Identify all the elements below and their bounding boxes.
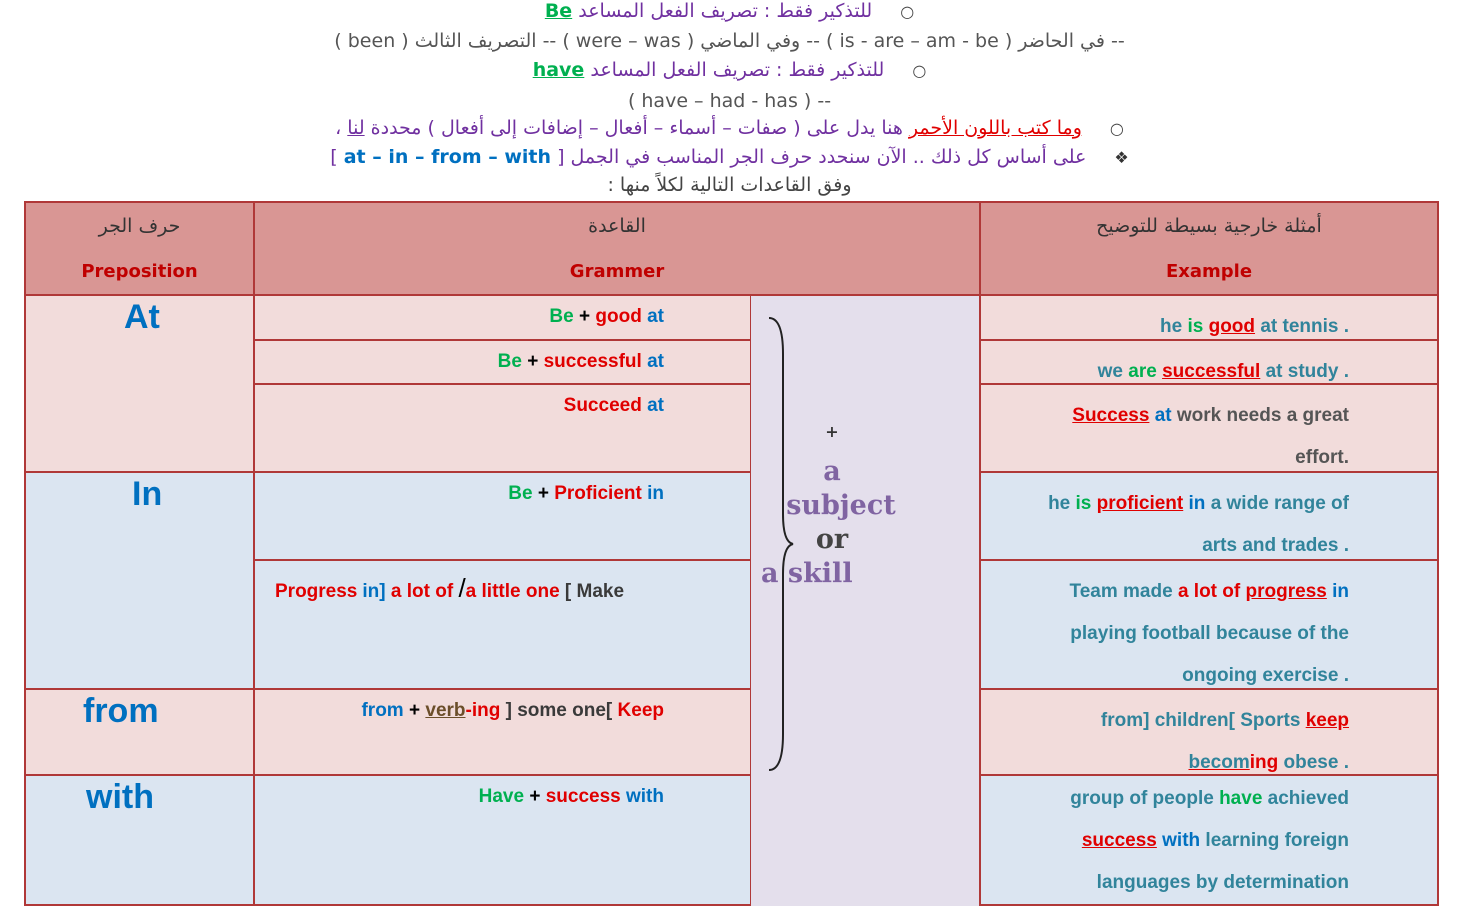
example-noun: progress xyxy=(1245,581,1327,602)
present-label: -- في الحاضر ( xyxy=(1004,30,1125,52)
rule-preposition: at xyxy=(647,351,664,372)
slash-divider: / xyxy=(458,573,466,603)
example-rest: obese . xyxy=(1283,752,1349,773)
middle-a: a xyxy=(823,456,841,487)
header-example xyxy=(979,201,1439,296)
determine-text: على أساس كل ذلك .. الآن سنحدد حرف الجر المناسب في الجمل [ xyxy=(557,146,1087,168)
example-verb-keep: keep xyxy=(1305,710,1349,731)
intro-line-3 xyxy=(0,59,1459,81)
rule-cell-2 xyxy=(253,339,752,385)
rule-5 xyxy=(275,573,624,604)
example-rest: work needs a great effort. xyxy=(1176,405,1349,468)
header-grammar-en: Grammer xyxy=(569,261,665,282)
example-rest: learning foreign languages by determination xyxy=(1096,830,1349,893)
intro-line-2 xyxy=(0,30,1459,52)
separator: ) -- xyxy=(806,30,834,52)
example-6 xyxy=(1039,700,1349,784)
example-verb: are xyxy=(1128,361,1157,382)
rule-preposition: in] xyxy=(362,581,386,602)
intro-line-5 xyxy=(0,117,1459,139)
example-cell-7 xyxy=(979,774,1439,906)
prep-cell-in xyxy=(24,471,255,690)
rule-object: ] some one[ xyxy=(505,700,613,721)
rule-be: Be xyxy=(508,483,533,504)
diamond-bullet-icon: ❖ xyxy=(1114,148,1129,167)
rule-adjective: Proficient xyxy=(554,483,642,504)
circle-bullet-icon: ○ xyxy=(900,2,915,21)
example-preposition: at xyxy=(1154,405,1172,426)
rule-cell-7 xyxy=(253,774,752,906)
rule-plus: + xyxy=(529,786,541,807)
rule-preposition: with xyxy=(626,786,664,807)
red-note: وما كتب باللون الأحمر xyxy=(908,117,1082,139)
example-adjective: successful xyxy=(1162,361,1261,382)
header-preposition xyxy=(24,201,255,296)
example-verb: achieved xyxy=(1267,788,1349,809)
example-5 xyxy=(1009,571,1349,697)
example-preposition: in xyxy=(1332,581,1349,602)
separator: ) -- xyxy=(542,30,570,52)
example-verb: is xyxy=(1187,316,1204,337)
subject-skill-cell xyxy=(750,294,981,906)
bracket-end: ] xyxy=(330,146,338,168)
prep-cell-at xyxy=(24,294,255,473)
example-subject: Team made xyxy=(1069,581,1173,602)
example-quantity: a lot of xyxy=(1177,581,1241,602)
example-preposition: in xyxy=(1188,493,1206,514)
rule-be: Be xyxy=(497,351,522,372)
intro-verb-have: have xyxy=(532,59,585,81)
rule-cell-6 xyxy=(253,688,752,776)
header-grammar-ar: القاعدة xyxy=(588,215,646,237)
prep-from: from xyxy=(83,692,159,730)
preposition-list: at – in – from – with xyxy=(343,146,552,168)
rule-plus: + xyxy=(578,306,591,327)
rule-verb: verb xyxy=(425,700,466,721)
example-4 xyxy=(1009,483,1349,567)
intro-reminder-text: للتذكير فقط : تصريف الفعل المساعد xyxy=(578,0,873,22)
example-noun: Success xyxy=(1072,405,1150,426)
header-example-en: Example xyxy=(1165,261,1253,282)
example-preposition: with xyxy=(1162,830,1201,851)
example-noun: success xyxy=(1081,830,1157,851)
rule-cell-4 xyxy=(253,471,752,561)
example-subject: he xyxy=(1048,493,1071,514)
prep-in: In xyxy=(132,475,163,513)
example-rest: at study . xyxy=(1265,361,1349,382)
middle-skill: a skill xyxy=(761,558,853,589)
note-end: ، xyxy=(335,117,342,139)
separator: ) xyxy=(334,30,342,52)
example-cell-6 xyxy=(979,688,1439,776)
rule-noun: success xyxy=(545,786,621,807)
example-cell-3 xyxy=(979,383,1439,473)
example-verb: becom xyxy=(1188,752,1250,773)
example-cell-1 xyxy=(979,294,1439,341)
rule-3 xyxy=(564,395,664,417)
example-subject: from] children[ Sports xyxy=(1100,710,1301,731)
example-subject: he xyxy=(1159,316,1183,337)
example-ing: ing xyxy=(1249,752,1279,773)
intro-line-6 xyxy=(0,146,1459,168)
rule-preposition: at xyxy=(647,306,664,327)
example-cell-5 xyxy=(979,559,1439,690)
circle-bullet-icon: ○ xyxy=(1109,119,1124,138)
example-verb: is xyxy=(1075,493,1092,514)
rule-plus: + xyxy=(527,351,539,372)
example-rest: playing football because of the ongoing exercise . xyxy=(1070,623,1349,686)
example-cell-2 xyxy=(979,339,1439,385)
rule-verb-make: [ Make xyxy=(564,581,625,602)
past-participle-form: been xyxy=(347,30,396,52)
curly-brace-icon xyxy=(765,314,795,774)
rule-noun: Progress xyxy=(275,581,358,602)
intro-reminder-text: للتذكير فقط : تصريف الفعل المساعد xyxy=(590,59,885,81)
example-subject: group of people xyxy=(1070,788,1214,809)
rule-have: Have xyxy=(478,786,525,807)
note-text: هنا يدل على ( صفات – أسماء – أفعال – إضافات إلى أفعال ) محددة xyxy=(370,117,903,139)
prep-cell-with xyxy=(24,774,255,906)
note-underlined: لنا xyxy=(347,117,365,139)
example-7 xyxy=(1009,778,1349,904)
rule-quantity: a lot of xyxy=(390,581,454,602)
rule-adjective: successful xyxy=(543,351,642,372)
example-have: have xyxy=(1219,788,1263,809)
rule-preposition: from xyxy=(361,700,404,721)
rule-adjective: good xyxy=(595,306,642,327)
header-grammar xyxy=(253,201,981,296)
rule-verb: Succeed xyxy=(563,395,642,416)
rule-be: Be xyxy=(549,306,574,327)
circle-bullet-icon: ○ xyxy=(912,61,927,80)
example-3 xyxy=(1019,395,1349,479)
rule-preposition: at xyxy=(647,395,664,416)
rule-cell-5 xyxy=(253,559,752,690)
rule-plus: + xyxy=(537,483,549,504)
example-adjective: good xyxy=(1208,316,1256,337)
prep-with: with xyxy=(86,778,154,816)
middle-or: or xyxy=(815,524,849,555)
present-forms: is - are – am - be xyxy=(839,30,999,52)
example-adjective: proficient xyxy=(1096,493,1184,514)
example-cell-4 xyxy=(979,471,1439,561)
intro-line-1 xyxy=(0,0,1459,22)
past-participle-label: التصريف الثالث ( xyxy=(401,30,537,52)
rule-cell-3 xyxy=(253,383,752,473)
intro-line-4: ( have – had - has ) -- xyxy=(627,90,832,112)
preposition-table xyxy=(24,201,1439,906)
intro-line-7: وفق القاعدات التالية لكلاً منها : xyxy=(607,174,852,196)
prep-at: At xyxy=(124,298,160,336)
rule-verb-keep: Keep xyxy=(617,700,664,721)
middle-plus: + xyxy=(825,422,839,441)
rule-preposition: in xyxy=(647,483,664,504)
past-label: وفي الماضي ( xyxy=(686,30,801,52)
rule-7 xyxy=(479,786,664,808)
example-rest: a wide range of arts and trades . xyxy=(1202,493,1349,556)
rule-1 xyxy=(549,306,664,328)
intro-verb-be: Be xyxy=(544,0,573,22)
rule-6 xyxy=(361,700,664,722)
header-example-ar: أمثلة خارجية بسيطة للتوضيح xyxy=(1096,215,1322,237)
middle-subject: subject xyxy=(786,490,896,521)
example-rest: at tennis . xyxy=(1260,316,1349,337)
prep-cell-from xyxy=(24,688,255,776)
rule-ing: -ing xyxy=(465,700,501,721)
header-preposition-ar: حرف الجر xyxy=(98,215,181,237)
rule-2 xyxy=(498,351,664,373)
example-subject: we xyxy=(1097,361,1123,382)
header-preposition-en: Preposition xyxy=(81,261,198,282)
rule-cell-1 xyxy=(253,294,752,341)
rule-plus: + xyxy=(408,700,421,721)
past-forms: were – was xyxy=(575,30,681,52)
rule-4 xyxy=(508,483,664,505)
rule-quantity-alt: a little one xyxy=(465,581,560,602)
